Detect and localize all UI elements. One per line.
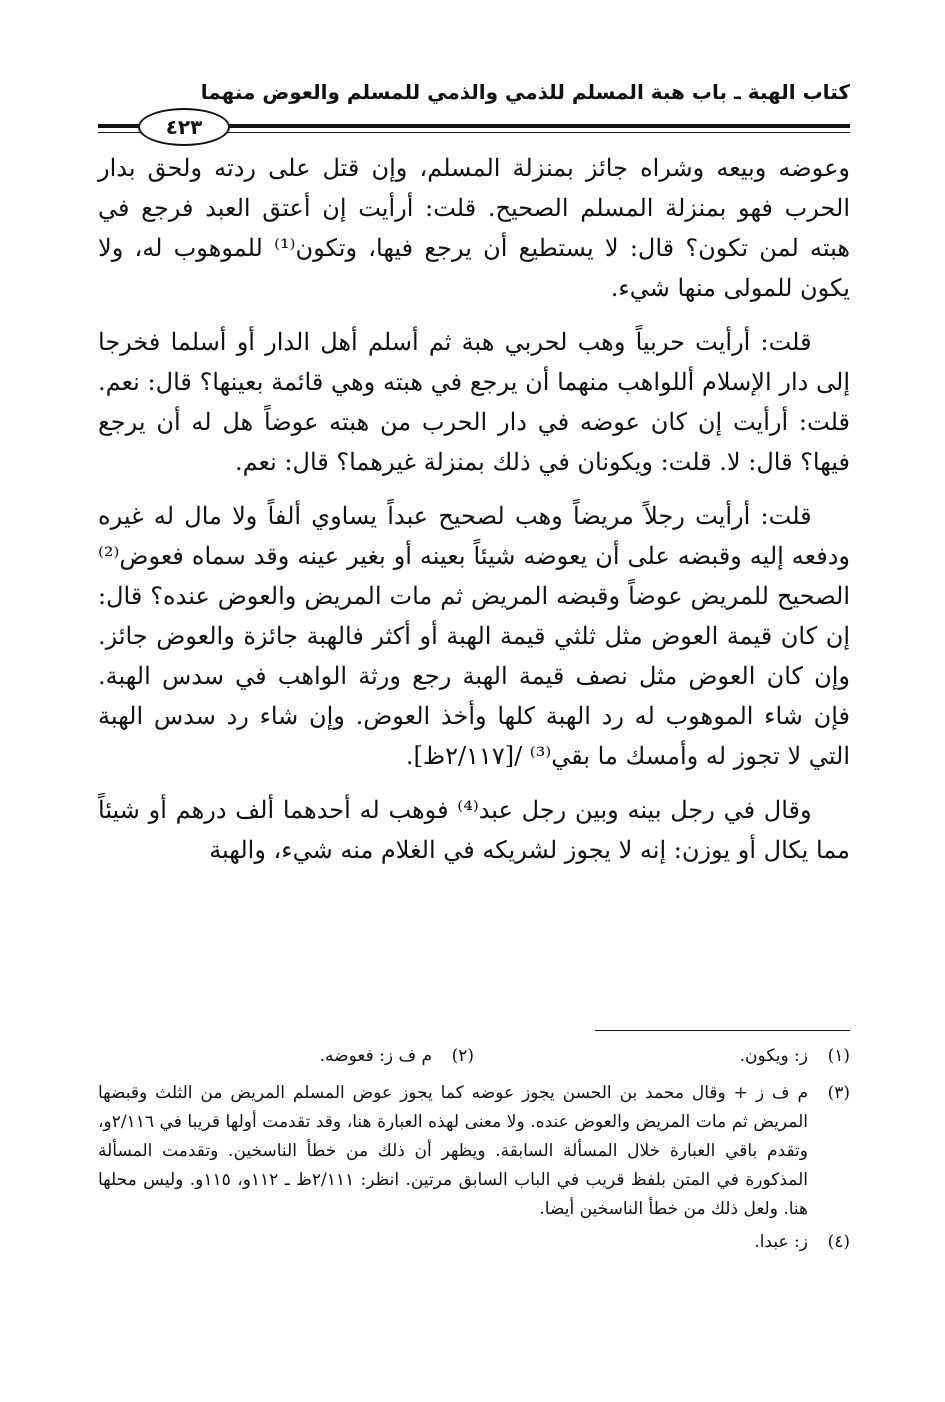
footnote-row: [98, 1042, 850, 1075]
footnote-number: (١): [827, 1046, 850, 1066]
paragraph: قلت: أرأيت رجلاً مريضاً وهب لصحيح عبداً يساوي ألفاً ولا مال له غيره ودفعه إليه وقبضه على أن يعوضه شيئاً بعينه أو بغير عينه وقد سماه فعوض⁽²⁾ الصحيح للمريض عوضاً وقبضه المريض ثم مات المريض والعوض عنده؟ قال: إن كان قيمة العوض مثل ثلثي قيمة الهبة أو أكثر فالهبة جائزة والعوض جائز. وإن كان العوض مثل نصف قيمة الهبة رجع ورثة الواهب في سدس الهبة. فإن شاء الموهوب له رد الهبة كلها وأخذ العوض. وإن شاء رد سدس الهبة التي لا تجوز له وأمسك ما بقي⁽³⁾ /[٢/١١٧ظ].: [98, 502, 850, 770]
footnotes: [98, 1042, 850, 1261]
footnote-text: ز: عبدا.: [754, 1232, 808, 1252]
footnote-separator: [595, 1030, 850, 1031]
footnote: [98, 1228, 850, 1257]
footnote: [474, 1042, 850, 1071]
chapter-title: كتاب الهبة ـ باب هبة المسلم للذمي والذمي للمسلم والعوض منهما: [200, 80, 850, 104]
paragraph: وقال في رجل بينه وبين رجل عبد⁽⁴⁾ فوهب له أحدهما ألف درهم أو شيئاً مما يكال أو يوزن: إنه لا يجوز لشريكه في الغلام منه شيء، والهبة: [98, 796, 850, 864]
page-number: ٤٢٣: [138, 108, 230, 146]
book-page: [98, 70, 850, 1370]
footnote-number: (٢): [451, 1046, 474, 1066]
footnote-text: م ف ز: فعوضه.: [319, 1046, 432, 1066]
running-header: [98, 80, 850, 140]
footnote-number: (٣): [827, 1083, 850, 1103]
paragraph: قلت: أرأيت حربياً وهب لحربي هبة ثم أسلم أهل الدار أو أسلما فخرجا إلى دار الإسلام أللواهب منهما أن يرجع في هبته وهي قائمة بعينها؟ قال: نعم. قلت: أرأيت إن كان عوضه في دار الحرب من هبته عوضاً هل له أن يرجع فيها؟ قال: لا. قلت: ويكونان في ذلك بمنزلة غيرهما؟ قال: نعم.: [98, 328, 850, 476]
footnote: [98, 1079, 850, 1224]
footnote-text: ز: ويكون.: [739, 1046, 808, 1066]
footnote-text: م ف ز + وقال محمد بن الحسن يجوز عوضه كما يجوز عوض المسلم المريض من الثلث وقبضها المريض ثم مات المريض والعوض عنده. ولا معنى لهذه العبارة هنا، وقد تقدمت أولها قريبا في ٢/١١٦و، وتقدم باقي العبارة خلال المسألة السابقة. ويظهر أن ذلك من خطأ الناسخين. وتقدمت المسألة المذكورة في المتن بلفظ قريب في الباب السابق مرتين. انظر: ٢/١١١ظ ـ ١١٢و، ١١٥و. وليس محلها هنا. ولعل ذلك من خطأ الناسخين أيضا.: [98, 1083, 808, 1219]
main-text: [98, 148, 850, 884]
footnote: [98, 1042, 474, 1071]
footnote-number: (٤): [827, 1232, 850, 1252]
paragraph: وعوضه وبيعه وشراه جائز بمنزلة المسلم، وإن قتل على ردته ولحق بدار الحرب فهو بمنزلة المسلم الصحيح. قلت: أرأيت إن أعتق العبد فرجع في هبته لمن تكون؟ قال: لا يستطيع أن يرجع فيها، وتكون⁽¹⁾ للموهوب له، ولا يكون للمولى منها شيء.: [98, 154, 850, 302]
